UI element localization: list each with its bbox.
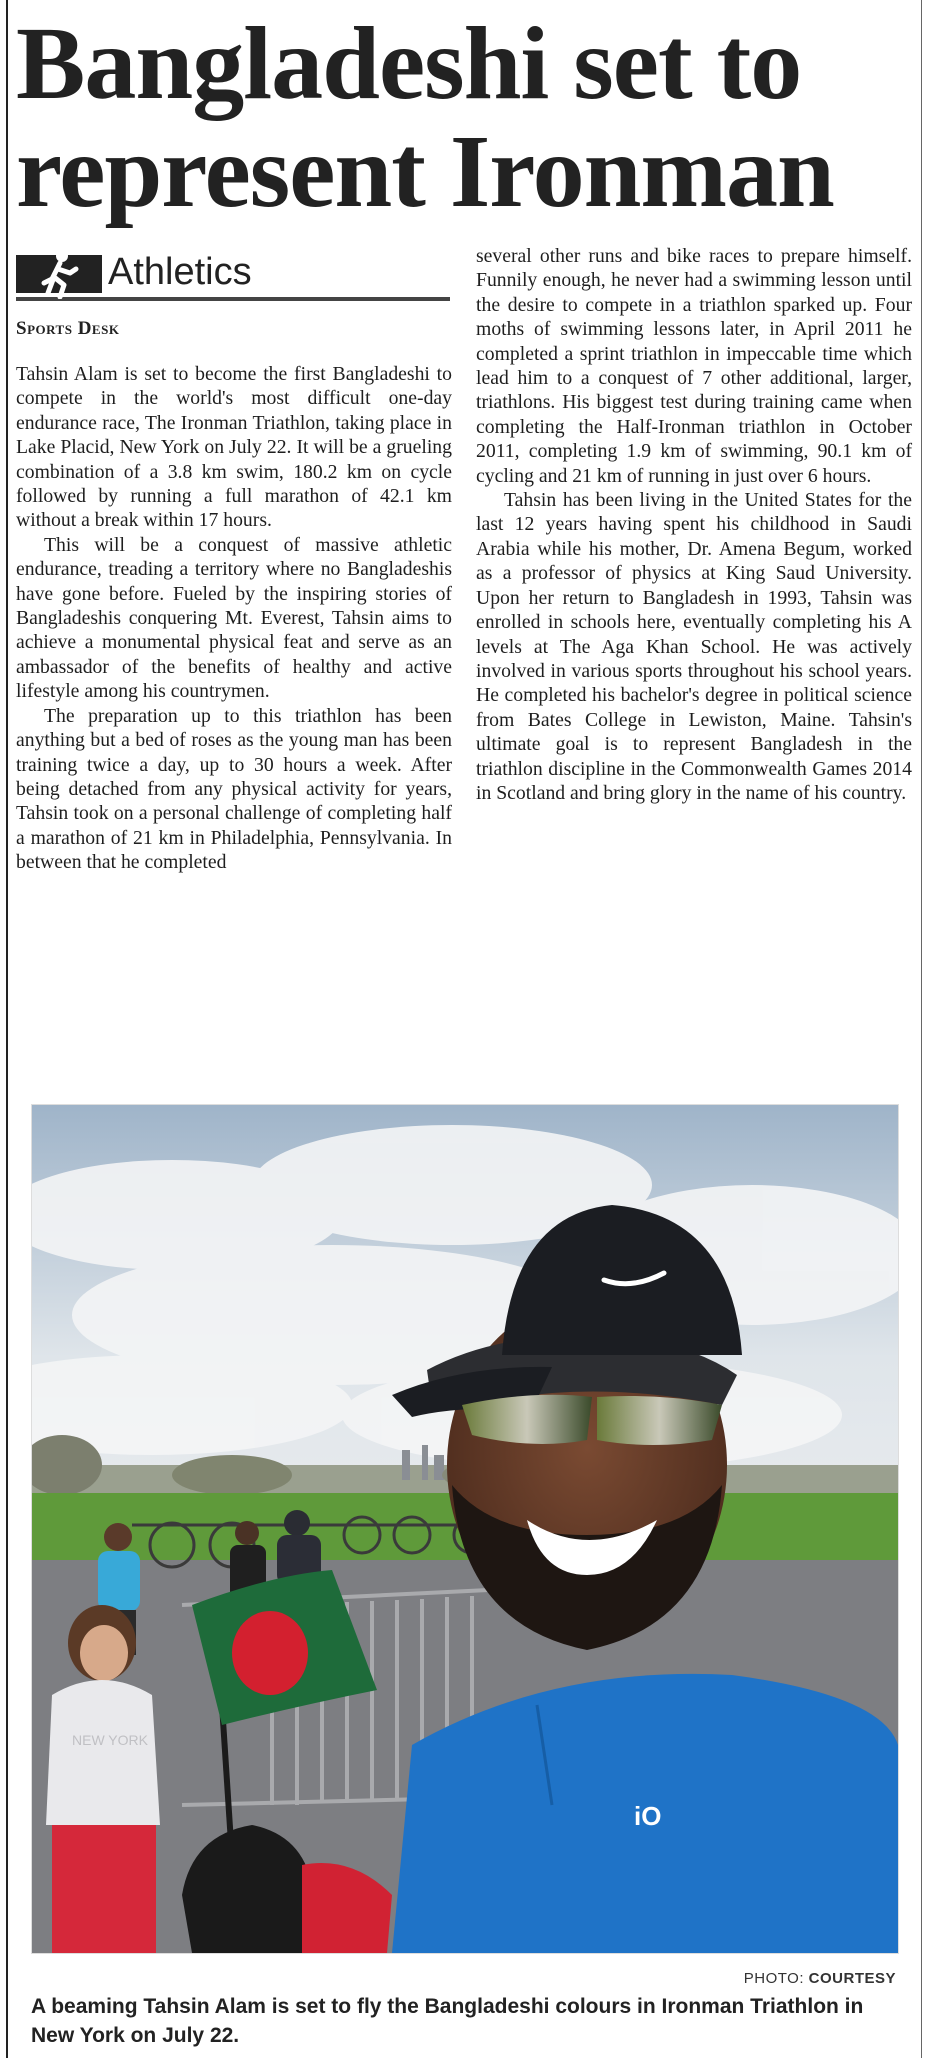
paragraph: Tahsin has been living in the United States for the last 12 years having spent his childhood in Saudi Arabia while his mother, Dr. Amena Begum, worked as a professor of physics at King Saud University. Upon her return to Bangladesh in 1993, Tahsin was enrolled in schools here, eventually completing his A levels at The Aga Khan School. He was actively involved in various sports throughout his school years. He completed his bachelor's degree in political science from Bates College in Lewiston, Maine. Tahsin's ultimate goal is to represent Bangladesh in the triathlon discipline in the Commonwealth Games 2014 in Scotland and bring glory in the name of his country. — [476, 489, 912, 804]
column-rule-left — [6, 0, 8, 2058]
column-rule-right — [921, 0, 922, 2058]
photo-caption: A beaming Tahsin Alam is set to fly the Bangladeshi colours in Ironman Triathlon in New York on July 22. — [31, 1995, 864, 2047]
paragraph: several other runs and bike races to prepare himself. Funnily enough, he never had a swimming lesson until the desire to compete in a triathlon sparked up. Four moths of swimming lessons later, in April 2011 he completed a sprint triathlon in impeccable time which lead him to a conquest of 7 other additional, larger, triathlons. His biggest test during training came when completing the Half-Ironman triathlon in October 2011, completing 1.9 km of swimming, 90.1 km of cycling and 21 km of running in just over 6 hours. — [476, 245, 912, 487]
runner-icon — [36, 247, 86, 299]
article-column-left — [16, 362, 452, 875]
section-header — [16, 245, 450, 301]
paragraph: Tahsin Alam is set to become the first Bangladeshi to compete in the world's most difficult one-day endurance race, The Ironman Triathlon, taking place in Lake Placid, New York on July 22. It will be a grueling combination of a 3.8 km swim, 180.2 km on cycle followed by running a full marathon of 42.1 km without a break within 17 hours. — [16, 363, 452, 532]
section-logo — [16, 255, 102, 293]
photo-credit — [744, 1970, 896, 1987]
headline: Bangladeshi set to represent Ironman — [16, 6, 834, 229]
paragraph: This will be a conquest of massive athletic endurance, treading a territory where no Bangladeshis have gone before. Fueled by the inspiring stories of Bangladeshis conquering Mt. Everest, Tahsin aims to achieve a monumental physical feat and serve as an ambassador of the benefits of healthy and active lifestyle among his countrymen. — [16, 533, 452, 703]
photo-credit-label: PHOTO: — [743, 1970, 804, 1987]
photo-illustration — [32, 1105, 898, 1953]
article-column-right — [476, 244, 912, 805]
article-photo — [31, 1104, 899, 1954]
photo-credit-source: COURTESY — [808, 1970, 896, 1987]
byline: Sports Desk — [16, 318, 120, 339]
svg-text:NEW YORK: NEW YORK — [72, 1732, 148, 1748]
svg-text:iO: iO — [634, 1801, 662, 1831]
paragraph: The preparation up to this triathlon has been anything but a bed of roses as the young man has been training twice a day, up to 30 hours a week. After being detached from any physical activity for years, Tahsin took on a personal challenge of completing half a marathon of 21 km in Philadelphia, Pennsylvania. In between that he completed — [16, 704, 452, 874]
section-title: Athletics — [108, 251, 252, 293]
